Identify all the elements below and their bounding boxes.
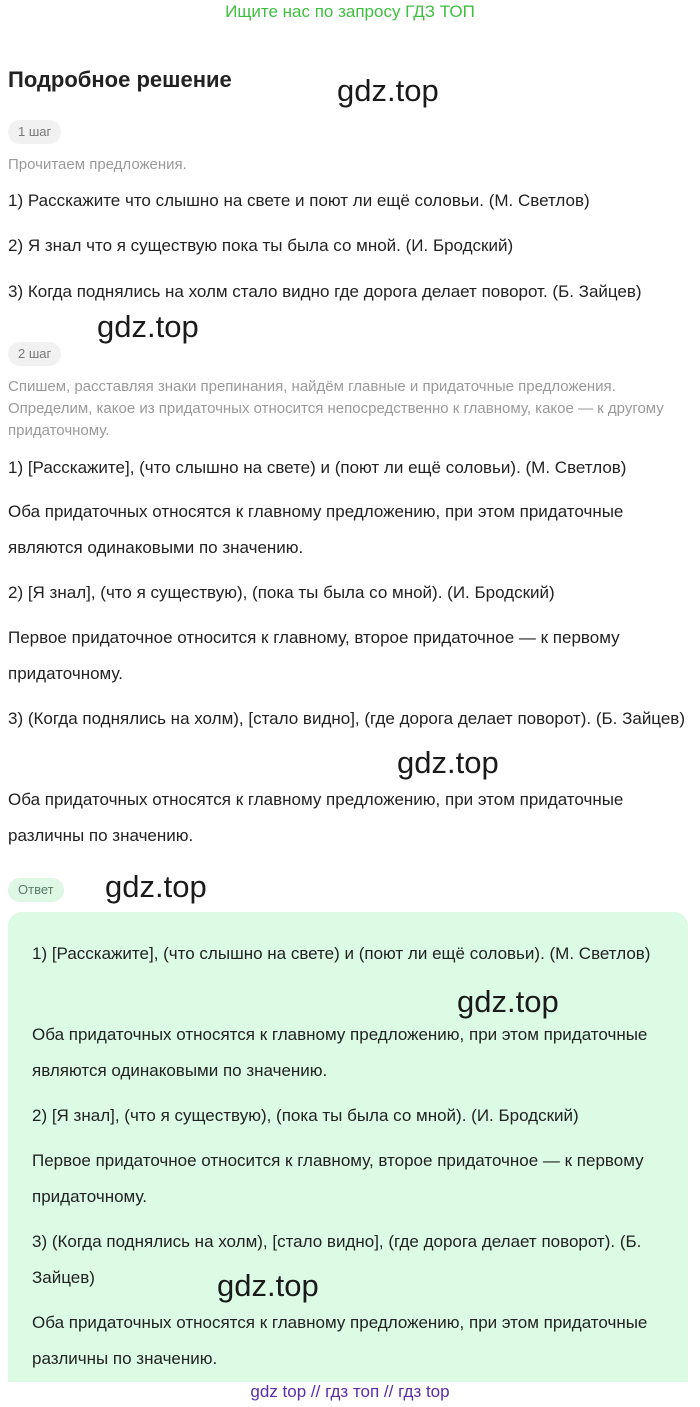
step-2-item-6: Оба придаточных относятся к главному предложению, при этом придаточные различны по значению. <box>8 790 624 845</box>
step-2-item-2: Оба придаточных относятся к главному предложению, при этом придаточные являются одинаковыми по значению. <box>8 502 624 557</box>
step-1-line-2: 2) Я знал что я существую пока ты была со мной. (И. Бродский) <box>8 236 514 255</box>
watermark: gdz.top <box>217 1268 319 1303</box>
footer-watermark: gdz top // гдз топ // гдз top <box>250 1382 450 1401</box>
watermark: gdz.top <box>97 309 199 344</box>
step-2-hint: Спишем, расставляя знаки препинания, найдём главные и придаточные предложения. Определим, какое из придаточных относится непосредственно к главному, какое — к другому придаточному. <box>8 378 664 439</box>
step-1-line-1: 1) Расскажите что слышно на свете и поют ли ещё соловьи. (М. Светлов) <box>8 191 590 210</box>
answer-item-6: Оба придаточных относятся к главному предложению, при этом придаточные различны по значению. <box>32 1313 648 1368</box>
answer-item-3: 2) [Я знал], (что я существую), (пока ты была со мной). (И. Бродский) <box>32 1106 579 1125</box>
step-1-line-3: 3) Когда поднялись на холм стало видно где дорога делает поворот. (Б. Зайцев) <box>8 282 642 301</box>
answer-badge: Ответ <box>8 878 64 902</box>
step-1-hint: Прочитаем предложения. <box>8 156 187 173</box>
step-1-badge: 1 шаг <box>8 120 61 144</box>
answer-item-4: Первое придаточное относится к главному, второе придаточное — к первому придаточному. <box>32 1151 644 1206</box>
step-2-item-3: 2) [Я знал], (что я существую), (пока ты была со мной). (И. Бродский) <box>8 583 555 602</box>
answer-item-2: Оба придаточных относятся к главному предложению, при этом придаточные являются одинаковыми по значению. <box>32 1025 648 1080</box>
watermark: gdz.top <box>457 984 559 1019</box>
answer-item-1: 1) [Расскажите], (что слышно на свете) и (поют ли ещё соловьи). (М. Светлов) <box>32 944 651 963</box>
step-2-item-4: Первое придаточное относится к главному, второе придаточное — к первому придаточному. <box>8 628 620 683</box>
watermark: gdz.top <box>397 745 499 780</box>
watermark: gdz.top <box>337 73 439 108</box>
watermark: gdz.top <box>105 869 207 904</box>
section-title: Подробное решение <box>8 67 232 92</box>
top-banner: Ищите нас по запросу ГДЗ ТОП <box>225 2 475 21</box>
step-2-item-5: 3) (Когда поднялись на холм), [стало видно], (где дорога делает поворот). (Б. Зайцев) <box>8 709 686 728</box>
step-2-item-1: 1) [Расскажите], (что слышно на свете) и (поют ли ещё соловьи). (М. Светлов) <box>8 458 627 477</box>
step-2-badge: 2 шаг <box>8 342 61 366</box>
answer-item-5: 3) (Когда поднялись на холм), [стало видно], (где дорога делает поворот). (Б. Зайцев) <box>32 1232 642 1287</box>
